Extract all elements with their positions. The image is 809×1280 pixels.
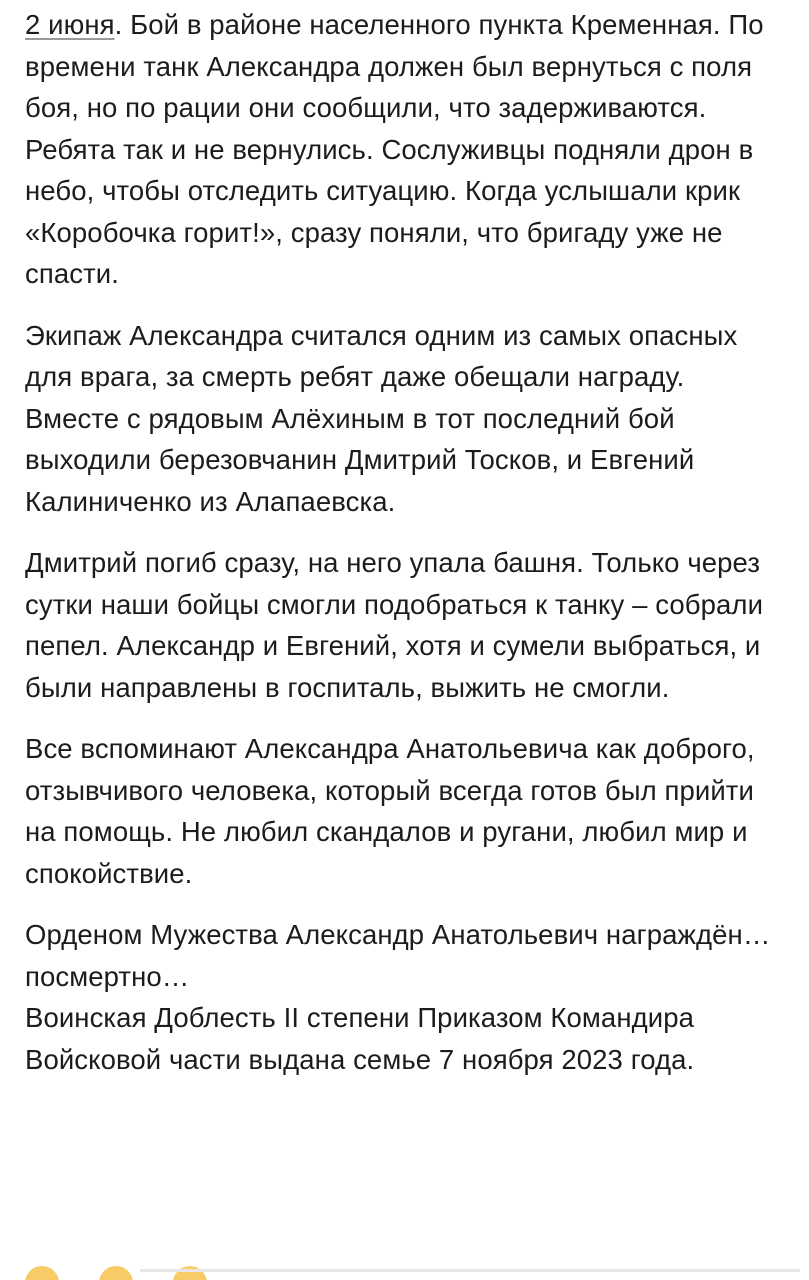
paragraph-fate: Дмитрий погиб сразу, на него упала башня. Только через сутки наши бойцы смогли подобраться к танку – собрали пепел. Александр и Евгений, хотя и сумели выбраться, и были направлены в госпиталь, выжить не смогли. (25, 547, 764, 703)
emoji-icon (25, 1266, 59, 1280)
paragraph-memory: Все вспоминают Александра Анатольевича как доброго, отзывчивого человека, который всегда готов был прийти на помощь. Не любил скандалов и ругани, любил мир и спокойствие. (25, 733, 755, 889)
paragraph-awards (25, 914, 785, 1080)
date-link[interactable]: 2 июня (25, 9, 115, 40)
paragraph-battle-text: . Бой в районе населенного пункта Кременная. По времени танк Александра должен был вернуться с поля боя, но по рации они сообщили, что задерживаются. Ребята так и не вернулись. Сослуживцы подняли дрон в небо, чтобы отследить ситуацию. Когда услышали крик «Коробочка горит!», сразу поняли, что бригаду уже не спасти. (25, 9, 764, 289)
divider (140, 1269, 800, 1272)
award-valor-text: Воинская Доблесть II степени Приказом Командира Войсковой части выдана семье 7 ноября 2023 года. (25, 1002, 695, 1075)
award-order-text: Орденом Мужества Александр Анатольевич награждён… посмертно… (25, 919, 771, 992)
emoji-icon (99, 1266, 133, 1280)
paragraph-battle (25, 4, 785, 295)
paragraph-crew: Экипаж Александра считался одним из самых опасных для врага, за смерть ребят даже обещали награду. Вместе с рядовым Алёхиным в тот последний бой выходили березовчанин Дмитрий Тосков, и Евгений Калиниченко из Алапаевска. (25, 319, 738, 517)
article-body (25, 4, 785, 1100)
bottom-edge-strip (25, 1262, 809, 1280)
